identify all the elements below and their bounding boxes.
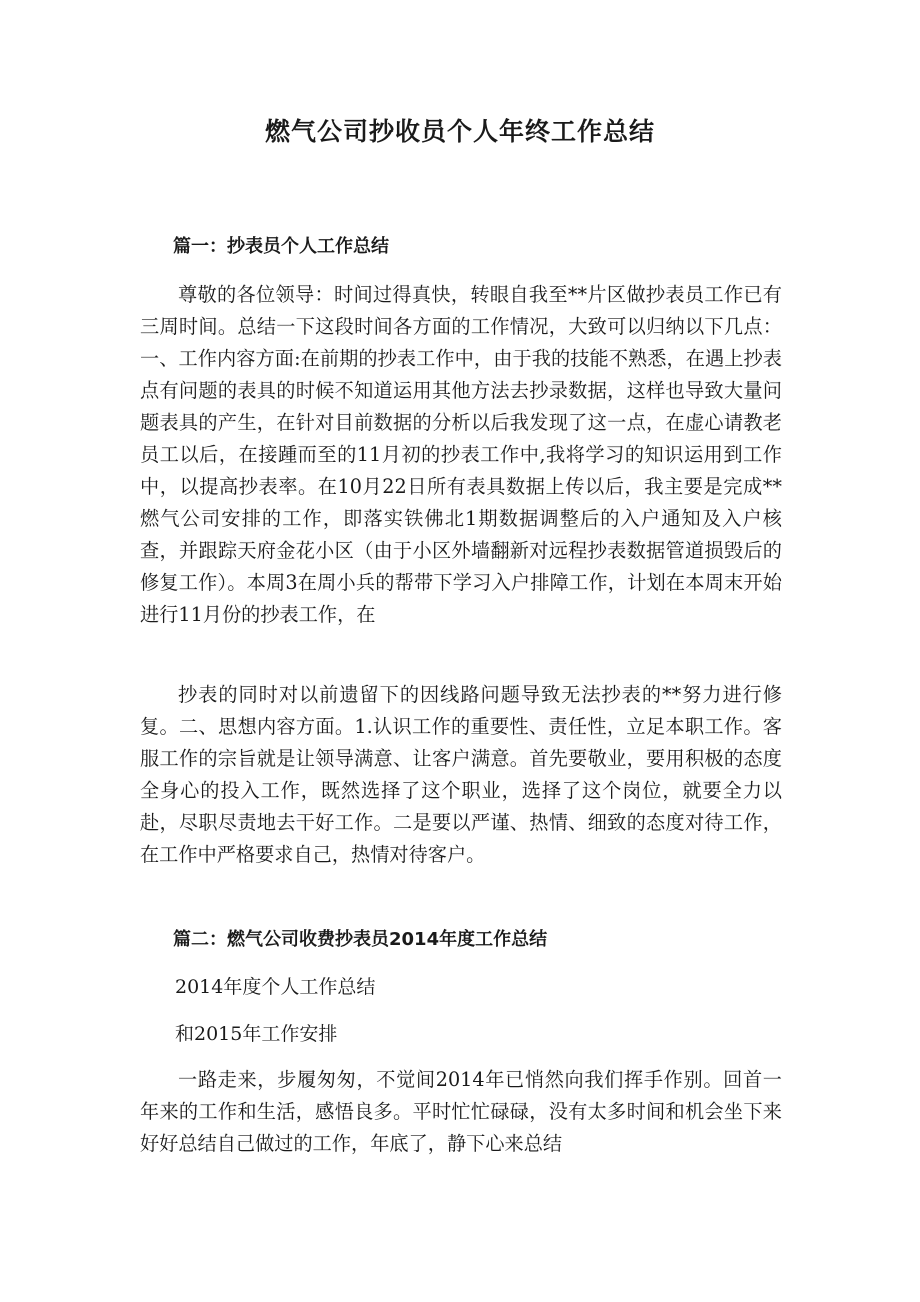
section1-heading: 篇一：抄表员个人工作总结 <box>173 236 389 257</box>
section1-paragraph-1: 尊敬的各位领导：时间过得真快，转眼自我至**片区做抄表员工作已有三周时间。总结一下这段时间各方面的工作情况，大致可以归纳以下几点：一、工作内容方面:在前期的抄表工作中，由于我的技能不熟悉，在遇上抄表点有问题的表具的时候不知道运用其他方法去抄录数据，这样也导致大量问题表具的产生，在针对目前数据的分析以后我发现了这一点，在虚心请教老员工以后，在接踵而至的11月初的抄表工作中,我将学习的知识运用到工作中，以提高抄表率。在10月22日所有表具数据上传以后，我主要是完成**燃气公司安排的工作，即落实铁佛北1期数据调整后的入户通知及入户核查，并跟踪天府金花小区（由于小区外墙翻新对远程抄表数据管道损毁后的修复工作）。本周3在周小兵的帮带下学习入户排障工作，计划在本周末开始进行11月份的抄表工作，在 <box>140 283 782 626</box>
section2-line-1: 2014年度个人工作总结 <box>175 976 376 998</box>
section2-paragraph: 一路走来，步履匆匆，不觉间2014年已悄然向我们挥手作别。回首一年来的工作和生活，感悟良多。平时忙忙碌碌，没有太多时间和机会坐下来好好总结自己做过的工作，年底了，静下心来总结 <box>140 1068 782 1155</box>
section1-paragraph-2: 抄表的同时对以前遗留下的因线路问题导致无法抄表的**努力进行修复。二、思想内容方面。1.认识工作的重要性、责任性，立足本职工作。客服工作的宗旨就是让领导满意、让客户满意。首先要敬业，要用积极的态度全身心的投入工作，既然选择了这个职业，选择了这个岗位，就要全力以赴，尽职尽责地去干好工作。二是要以严谨、热情、细致的态度对待工作，在工作中严格要求自己，热情对待客户。 <box>140 683 782 866</box>
section2-line-2: 和2015年工作安排 <box>175 1023 338 1045</box>
section2-heading: 篇二：燃气公司收费抄表员2014年度工作总结 <box>173 929 548 950</box>
document-title: 燃气公司抄收员个人年终工作总结 <box>264 117 655 146</box>
